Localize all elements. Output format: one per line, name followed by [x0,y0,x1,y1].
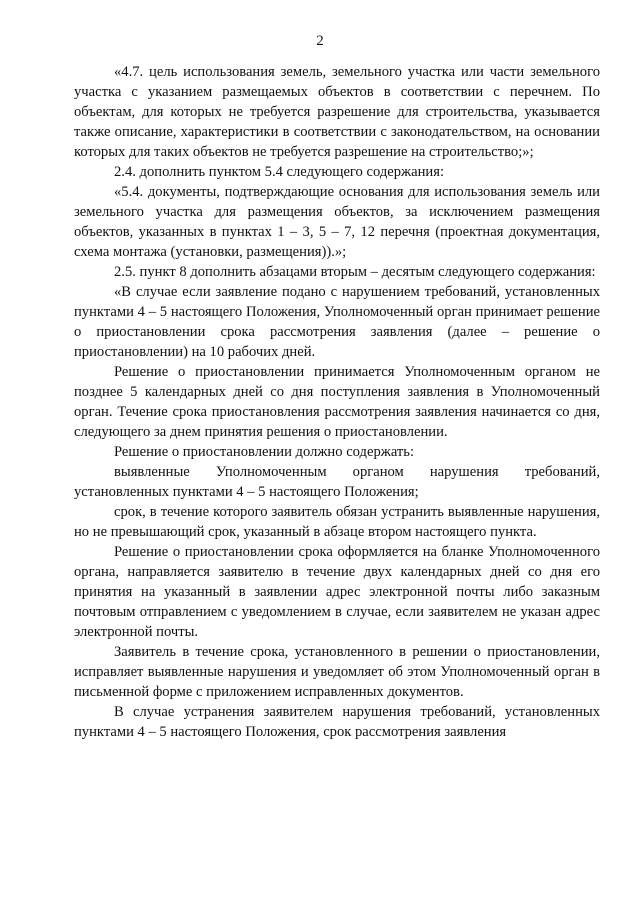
paragraph-2-4: 2.4. дополнить пунктом 5.4 следующего содержания: [114,164,445,180]
paragraph-decision-form: Решение о приостановлении срока оформляется на бланке Уполномоченного органа, направляется заявителю в течение двух календарных дней со дня его принятия на указанный в заявлении адрес электронной почты либо заказным почтовым отправлением с уведомлением в случае, если заявителем не указан адрес электронной почты. [74,544,600,640]
paragraph-elimination: В случае устранения заявителем нарушения требований, установленных пунктами 4 – 5 настоящего Положения, срок рассмотрения заявления [74,704,600,740]
paragraph-violations: выявленные Уполномоченным органом нарушения требований, установленных пунктами 4 – 5 настоящего Положения; [74,464,600,500]
paragraph-suspension-case: «В случае если заявление подано с нарушением требований, установленных пунктами 4 – 5 настоящего Положения, Уполномоченный орган принимает решение о приостановлении срока рассмотрения заявления (далее – решение о приостановлении) на 10 рабочих дней. [74,284,600,360]
paragraph-2-5: 2.5. пункт 8 дополнить абзацами вторым – десятым следующего содержания: [114,264,596,280]
paragraph-applicant-correction: Заявитель в течение срока, установленного в решении о приостановлении, исправляет выявленные нарушения и уведомляет об этом Уполномоченный орган в письменной форме с приложением исправленных документов. [74,644,600,700]
page-number: 2 [316,33,324,49]
paragraph-suspension-decision: Решение о приостановлении принимается Уполномоченным органом не позднее 5 календарных дней со дня поступления заявления в Уполномоченный орган. Течение срока приостановления рассмотрения заявления начинается со дня, следующего за днем принятия решения о приостановлении. [74,364,600,440]
paragraph-decision-contents: Решение о приостановлении должно содержать: [114,444,415,460]
paragraph-deadline: срок, в течение которого заявитель обязан устранить выявленные нарушения, но не превышающий срок, указанный в абзаце втором настоящего пункта. [74,504,600,540]
document-body [74,62,600,742]
paragraph-4-7: «4.7. цель использования земель, земельного участка или части земельного участка с указанием размещаемых объектов в соответствии с перечнем. По объектам, для которых не требуется разрешение для строительства, указывается также описание, характеристики в соответствии с законодательством, на основании которых для таких объектов не требуется разрешение на строительство;»; [74,64,600,160]
paragraph-5-4: «5.4. документы, подтверждающие основания для использования земель или земельного участка для размещения объектов, за исключением размещения объектов, указанных в пунктах 1 – 3, 5 – 7, 12 перечня (проектная документация, схема монтажа (установки, размещения)).»; [74,184,600,260]
